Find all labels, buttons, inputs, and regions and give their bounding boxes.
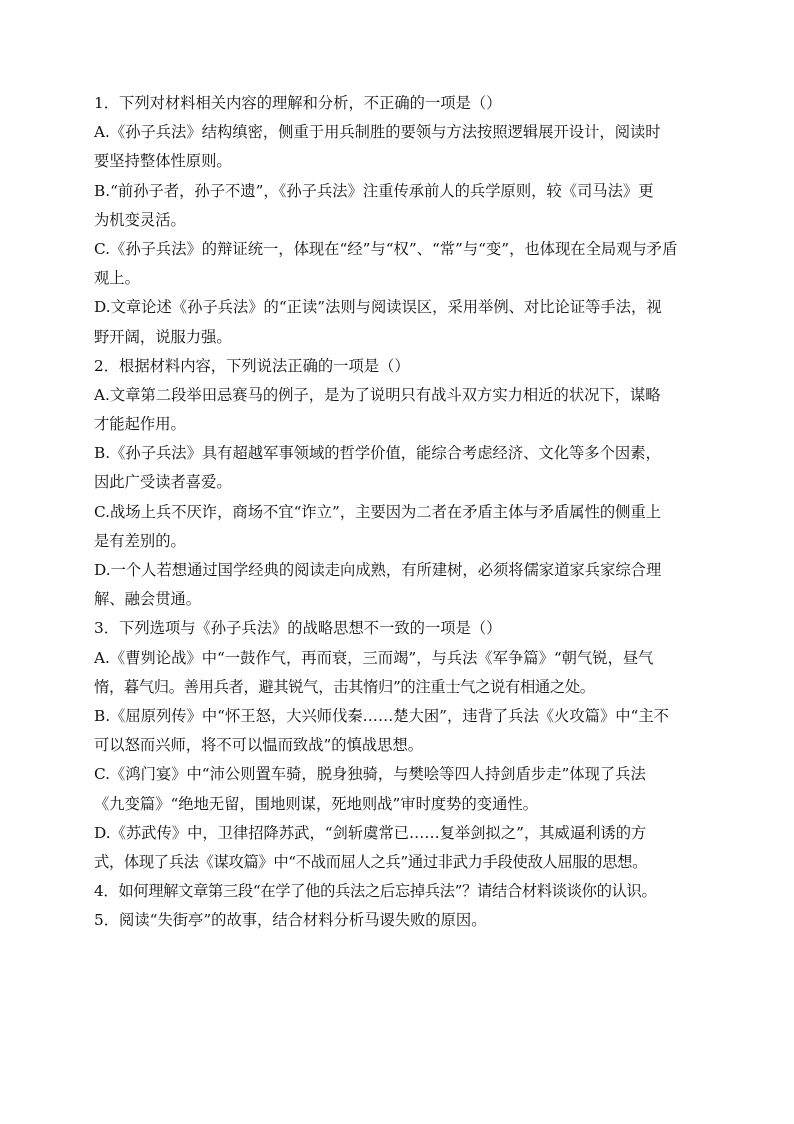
question-1-option-d-line-1: D.文章论述《孙子兵法》的“正读”法则与阅读误区，采用举例、对比论证等手法，视 [94, 298, 662, 317]
question-5-stem: 5．阅读“失街亭”的故事，结合材料分析马谡失败的原因。 [94, 911, 487, 930]
question-3-option-a-line-2: 惰，暮气归。善用兵者，避其锐气，击其惰归”的注重士气之说有相通之处。 [94, 677, 595, 696]
exam-page [94, 89, 704, 935]
question-3-option-b-line-1: B.《屈原列传》中“怀王怒，大兴师伐秦……楚大困”，违背了兵法《火攻篇》中“主不 [94, 706, 669, 725]
question-1-option-a-line-2: 要坚持整体性原则。 [94, 152, 232, 171]
question-1-stem: 1．下列对材料相关内容的理解和分析，不正确的一项是（） [94, 94, 502, 112]
question-1-option-c-line-1: C.《孙子兵法》的辩证统一，体现在“经”与“权”、“常”与“变”，也体现在全局观与矛盾 [94, 239, 678, 258]
question-2-option-d-line-2: 解、融会贯通。 [94, 590, 202, 609]
question-2-option-c-line-2: 是有差别的。 [94, 531, 186, 550]
question-2-stem: 2．根据材料内容，下列说法正确的一项是（） [94, 356, 410, 375]
question-3-option-c-line-2: 《九变篇》“绝地无留，围地则谋，死地则战”审时度势的变通性。 [94, 794, 538, 813]
question-3-option-d-line-2: 式，体现了兵法《谋攻篇》中“不战而屈人之兵”通过非武力手段使敌人屈服的思想。 [94, 852, 648, 871]
question-3-option-b-line-2: 可以怒而兴师，将不可以愠而致战”的慎战思想。 [94, 736, 424, 755]
question-2-option-a-line-1: A.文章第二段举田忌赛马的例子，是为了说明只有战斗双方实力相近的状况下，谋略 [94, 385, 661, 404]
question-2-option-a-line-2: 才能起作用。 [94, 415, 186, 434]
question-3-option-a-line-1: A.《曹刿论战》中“一鼓作气，再而衰，三而竭”，与兵法《军争篇》“朝气锐，昼气 [94, 648, 654, 667]
question-1-option-d-line-2: 野开阔，说服力强。 [94, 327, 232, 346]
question-2-option-b-line-2: 因此广受读者喜爱。 [94, 473, 232, 492]
question-3-stem: 3．下列选项与《孙子兵法》的战略思想不一致的一项是（） [94, 619, 502, 638]
question-1-option-b-line-2: 为机变灵活。 [94, 210, 186, 229]
question-2-option-c-line-1: C.战场上兵不厌诈，商场不宜“诈立”，主要因为二者在矛盾主体与矛盾属性的侧重上 [94, 502, 662, 521]
question-4-stem: 4．如何理解文章第三段“在学了他的兵法之后忘掉兵法”？请结合材料谈谈你的认识。 [94, 882, 657, 901]
question-2-option-b-line-1: B.《孙子兵法》具有超越军事领域的哲学价值，能综合考虑经济、文化等多个因素， [94, 444, 661, 463]
question-2-option-d-line-1: D.一个人若想通过国学经典的阅读走向成熟，有所建树，必须将儒家道家兵家综合理 [94, 561, 662, 579]
question-3-option-d-line-1: D.《苏武传》中，卫律招降苏武，“剑斩虞常已……复举剑拟之”，其威逼利诱的方 [94, 823, 647, 842]
question-1-option-b-line-1: B.“前孙子者，孙子不遗”，《孙子兵法》注重传承前人的兵学原则，较《司马法》更 [94, 181, 654, 200]
question-1-option-c-line-2: 观上。 [94, 269, 140, 288]
question-3-option-c-line-1: C.《鸿门宴》中“沛公则置车骑，脱身独骑，与樊哙等四人持剑盾步走”体现了兵法 [94, 765, 646, 784]
question-1-option-a-line-1: A.《孙子兵法》结构缜密，侧重于用兵制胜的要领与方法按照逻辑展开设计，阅读时 [94, 123, 661, 142]
